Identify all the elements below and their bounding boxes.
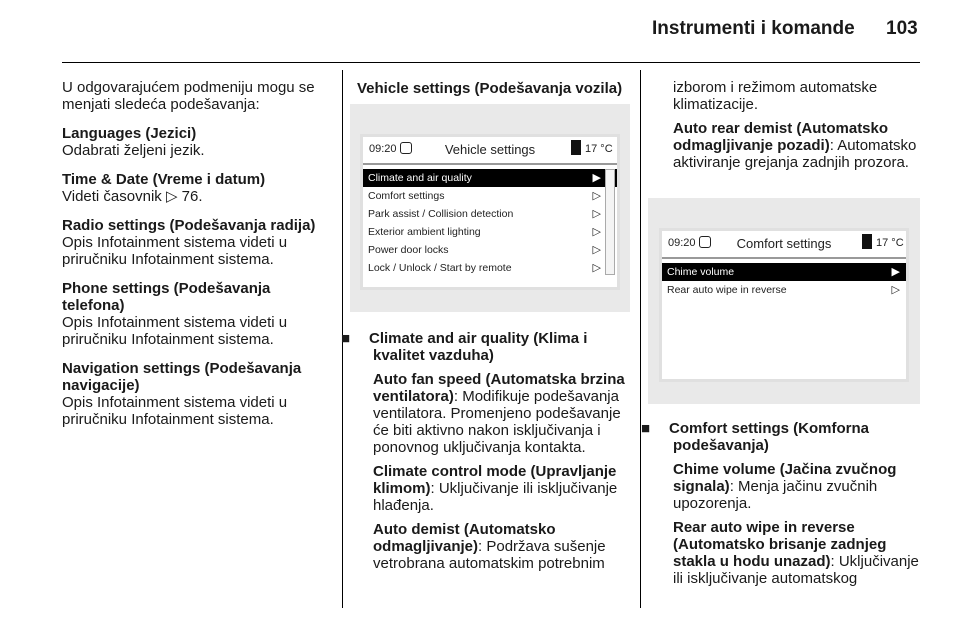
climate-control-mode: Climate control mode (Upravljanje klimom): Uključivanje ili isključivanje hlađenja.: [373, 463, 618, 514]
navigation-settings-text: Opis Infotainment sistema videti u priručniku Infotainment sistema.: [62, 394, 288, 428]
menu-item-exterior-lighting[interactable]: Exterior ambient lighting ▷: [363, 223, 617, 241]
column-divider: [640, 70, 641, 608]
clock-time: 09:20: [668, 237, 696, 249]
auto-fan-speed: Auto fan speed (Automatska brzina ventilatora): Modifikuje podešavanja ventilatora. Promenjeno podešavanje će biti aktivno nakon isključivanja i ponovnog uključivanja kontakta.: [373, 371, 625, 456]
chevron-right-icon: ▷: [592, 208, 601, 220]
screen-status-bar: [662, 231, 906, 259]
menu-item-climate[interactable]: Climate and air quality ▶: [363, 169, 617, 187]
column-2: [357, 80, 627, 97]
time-date-text: Videti časovnik ▷ 76.: [62, 188, 203, 205]
menu-item-door-locks[interactable]: Power door locks ▷: [363, 241, 617, 259]
vehicle-settings-heading: Vehicle settings (Podešavanja vozila): [357, 80, 623, 97]
square-bullet-icon: ■: [641, 420, 651, 437]
continued-text: izborom i režimom automatske klimatizacije.: [673, 79, 878, 113]
column-2-body: [341, 330, 629, 572]
phone-settings-text: Opis Infotainment sistema videti u priručniku Infotainment sistema.: [62, 314, 288, 348]
chevron-right-icon: ▷: [592, 226, 601, 238]
time-date-heading: Time & Date (Vreme i datum): [62, 171, 266, 188]
menu-item-chime-volume[interactable]: Chime volume ▶: [662, 263, 906, 281]
languages-text: Odabrati željeni jezik.: [62, 142, 205, 159]
phone-icon: [571, 140, 581, 155]
climate-bullet: ■ Climate and air quality (Klima i kvalitet vazduha): [341, 330, 588, 364]
chevron-right-icon: ▶: [891, 266, 900, 278]
page-reference-triangle-icon: ▷: [165, 188, 178, 205]
chevron-right-icon: ▷: [592, 262, 601, 274]
comfort-bullet: ■ Comfort settings (Komforna podešavanja): [641, 420, 869, 454]
languages-heading: Languages (Jezici): [62, 125, 197, 142]
column-3-top: [673, 79, 929, 171]
menu-item-park-assist[interactable]: Park assist / Collision detection ▷: [363, 205, 617, 223]
comfort-settings-screenshot: [648, 198, 920, 404]
screen-title: Comfort settings: [736, 236, 832, 251]
vehicle-settings-screenshot: [350, 104, 630, 312]
chevron-right-icon: ▷: [891, 284, 900, 296]
menu-item-comfort[interactable]: Comfort settings ▷: [363, 187, 617, 205]
scrollbar[interactable]: [605, 169, 615, 275]
menu-item-rear-auto-wipe[interactable]: Rear auto wipe in reverse ▷: [662, 281, 906, 299]
chevron-right-icon: ▷: [592, 244, 601, 256]
column-1: [62, 79, 332, 428]
column-3-body: [641, 420, 927, 587]
phone-icon: [862, 234, 872, 249]
menu-item-lock-unlock[interactable]: Lock / Unlock / Start by remote ▷: [363, 259, 617, 277]
temperature: 17 °C: [876, 237, 904, 249]
page-number: 103: [886, 18, 918, 39]
phone-settings-heading: Phone settings (Podešavanja telefona): [62, 280, 271, 314]
chime-volume: Chime volume (Jačina zvučnog signala): Menja jačinu zvučnih upozorenja.: [673, 461, 897, 512]
display-screen: [659, 228, 909, 382]
square-bullet-icon: ■: [341, 330, 351, 347]
temperature: 17 °C: [585, 143, 613, 155]
header-rule: [62, 62, 920, 63]
screen-status-bar: [363, 137, 617, 165]
navigation-settings-heading: Navigation settings (Podešavanja navigacije): [62, 360, 302, 394]
screen-title: Vehicle settings: [444, 142, 536, 157]
page-header-title: Instrumenti i komande: [652, 18, 855, 39]
auto-demist: Auto demist (Automatsko odmagljivanje): Podržava sušenje vetrobrana automatskim potrebnim: [373, 521, 606, 572]
radio-settings-text: Opis Infotainment sistema videti u priručniku Infotainment sistema.: [62, 234, 288, 268]
display-screen: [360, 134, 620, 290]
rear-auto-wipe: Rear auto wipe in reverse (Automatsko brisanje zadnjeg stakla u hodu unazad): Uključivanje ili isključivanje automatskog: [673, 519, 919, 587]
chevron-right-icon: ▶: [592, 172, 601, 184]
chevron-right-icon: ▷: [592, 190, 601, 202]
radio-settings-heading: Radio settings (Podešavanja radija): [62, 217, 316, 234]
intro-text: U odgovarajućem podmeniju mogu se menjati sledeća podešavanja:: [62, 79, 315, 113]
auto-rear-demist: Auto rear demist (Automatsko odmagljivanje pozadi): Automatsko aktiviranje grejanja zadnjih prozora.: [673, 120, 917, 171]
clock-time: 09:20: [369, 143, 397, 155]
